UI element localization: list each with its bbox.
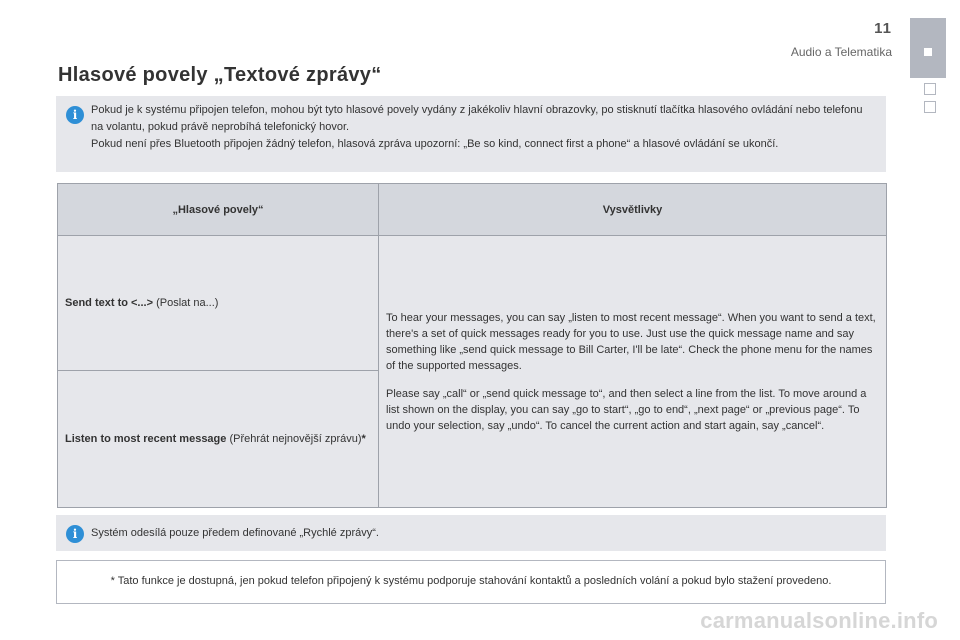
info-text-line-2: Pokud není přes Bluetooth připojen žádný telefon, hlasová zpráva upozorní: „Be so kind, connect first a phone“ a hlasové ovládání se ukončí.	[91, 138, 779, 150]
section-name: Audio a Telematika	[790, 45, 892, 59]
command-cell-send-text	[58, 236, 379, 371]
explanation-paragraph-1: To hear your messages, you can say „listen to most recent message“. When you want to send a text, there's a set of quick messages ready for you to use. Just use the quick message name and say something like „send quick message to Bill Carter, I'll be late“. Check the phone menu for the names of the supported messages.	[386, 311, 876, 372]
watermark: carmanualsonline.info	[700, 608, 938, 633]
footnote-asterisk: *	[361, 432, 366, 445]
column-header-commands: „Hlasové povely“	[58, 184, 379, 236]
explanation-cell	[379, 236, 887, 508]
info-box-bottom	[56, 515, 886, 551]
tab-marker-icon	[924, 48, 932, 56]
info-text: Systém odesílá pouze předem definované „Rychlé zprávy“.	[91, 527, 379, 539]
page-title: Hlasové povely „Textové zprávy“	[58, 64, 382, 86]
info-text-line-1: Pokud je k systému připojen telefon, mohou být tyto hlasové povely vydány z jakékoliv hlavní obrazovky, po stisknutí tlačítka hlasového ovládání nebo telefonu na volantu, pokud právě neprobíhá telefonický hovor.	[91, 104, 863, 133]
command-name: Listen to most recent message	[65, 432, 227, 445]
chapter-box-2[interactable]	[924, 101, 936, 113]
info-icon: i	[66, 106, 84, 124]
info-box-top	[56, 96, 886, 172]
footnote-box	[56, 560, 886, 604]
column-header-explanations: Vysvětlivky	[379, 184, 887, 236]
command-translation: (Přehrát nejnovější zprávu)	[226, 432, 362, 445]
command-cell-listen-recent	[58, 371, 379, 508]
voice-commands-table	[57, 183, 887, 508]
chapter-tab[interactable]	[910, 18, 946, 78]
command-name: Send text to <...>	[65, 296, 154, 309]
info-icon: i	[66, 525, 84, 543]
footnote-text: * Tato funkce je dostupná, jen pokud telefon připojený k systému podporuje stahování kontaktů a posledních volání a pokud bylo stažení provedeno.	[110, 575, 832, 587]
page-number: 11	[874, 20, 892, 37]
explanation-paragraph-2: Please say „call“ or „send quick message to“, and then select a line from the list. To move around a list shown on the display, you can say „go to start“, „go to end“, „next page“ or „previous page“. To undo your selection, say „undo“. To cancel the current action and start again, say „cancel“.	[386, 387, 867, 432]
chapter-box-1[interactable]	[924, 83, 936, 95]
command-translation: (Poslat na...)	[153, 296, 219, 309]
